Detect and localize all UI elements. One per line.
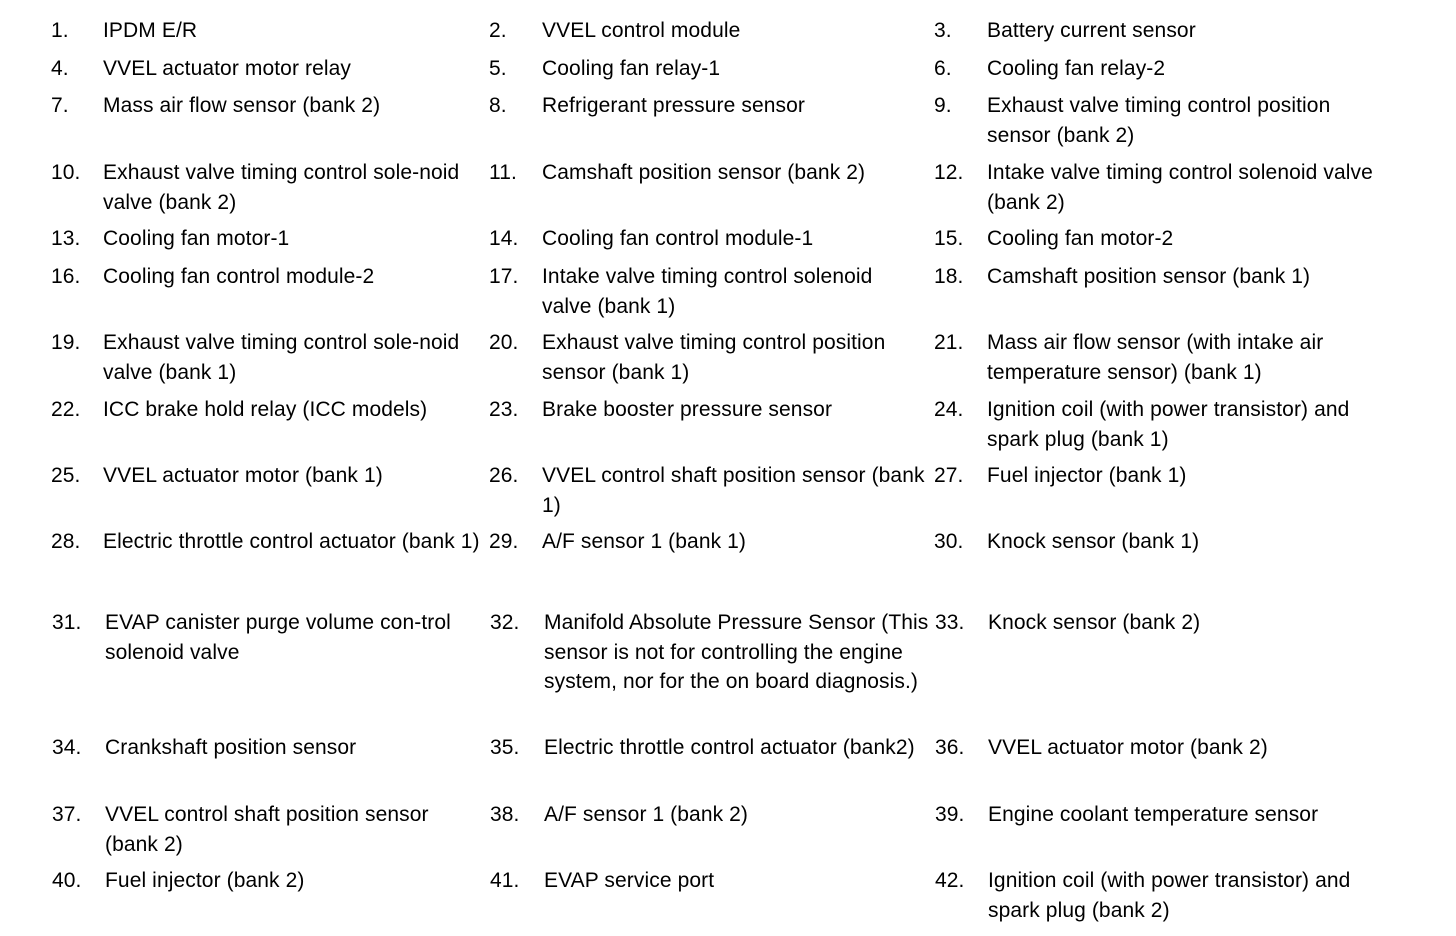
item-number: 42. (935, 869, 965, 892)
item-label: Refrigerant pressure sensor (542, 94, 805, 117)
item-label: Fuel injector (bank 2) (105, 869, 305, 892)
item-number: 33. (935, 611, 965, 634)
item-label: VVEL control shaft position sensor (bank 1) (542, 464, 925, 517)
item-label: Camshaft position sensor (bank 2) (542, 161, 866, 184)
item-number: 16. (51, 265, 81, 288)
item-number: 4. (51, 57, 69, 80)
item-number: 13. (51, 227, 81, 250)
item-label: Battery current sensor (987, 19, 1196, 42)
item-label: Ignition coil (with power transistor) and spark plug (bank 2) (988, 869, 1351, 922)
item-label: Electric throttle control actuator (bank 1) (103, 530, 480, 553)
item-number: 34. (52, 736, 82, 759)
item-number: 31. (52, 611, 82, 634)
item-number: 25. (51, 464, 81, 487)
item-label: Ignition coil (with power transistor) and spark plug (bank 1) (987, 398, 1350, 451)
item-label: ICC brake hold relay (ICC models) (103, 398, 428, 421)
item-label: Exhaust valve timing control position sensor (bank 1) (542, 331, 886, 384)
item-label: EVAP canister purge volume con-trol solenoid valve (105, 611, 451, 664)
item-label: Exhaust valve timing control sole-noid valve (bank 1) (103, 331, 460, 384)
item-number: 38. (490, 803, 520, 826)
item-number: 2. (489, 19, 507, 42)
item-label: VVEL control shaft position sensor (bank 2) (105, 803, 429, 856)
item-number: 21. (934, 331, 964, 354)
item-label: Exhaust valve timing control sole-noid valve (bank 2) (103, 161, 460, 214)
item-label: A/F sensor 1 (bank 1) (542, 530, 747, 553)
item-number: 6. (934, 57, 952, 80)
item-label: A/F sensor 1 (bank 2) (544, 803, 749, 826)
item-label: Cooling fan relay-1 (542, 57, 721, 80)
item-label: Electric throttle control actuator (bank2) (544, 736, 915, 759)
item-label: Mass air flow sensor (with intake air temperature sensor) (bank 1) (987, 331, 1324, 384)
item-number: 36. (935, 736, 965, 759)
item-number: 41. (490, 869, 520, 892)
item-label: Intake valve timing control solenoid valve (bank 2) (987, 161, 1373, 214)
item-number: 28. (51, 530, 81, 553)
item-number: 19. (51, 331, 81, 354)
item-label: Exhaust valve timing control position sensor (bank 2) (987, 94, 1331, 147)
item-number: 30. (934, 530, 964, 553)
item-number: 7. (51, 94, 69, 117)
item-number: 1. (51, 19, 69, 42)
item-number: 23. (489, 398, 519, 421)
item-number: 18. (934, 265, 964, 288)
item-number: 22. (51, 398, 81, 421)
item-number: 10. (51, 161, 81, 184)
item-number: 14. (489, 227, 519, 250)
item-label: IPDM E/R (103, 19, 198, 42)
item-label: Intake valve timing control solenoid valve (bank 1) (542, 265, 873, 318)
item-label: Manifold Absolute Pressure Sensor (This sensor is not for controlling the engine system, nor for the on board diagnosis.) (544, 611, 929, 693)
item-label: Cooling fan relay-2 (987, 57, 1166, 80)
item-number: 20. (489, 331, 519, 354)
item-label: Cooling fan control module-1 (542, 227, 814, 250)
item-number: 39. (935, 803, 965, 826)
item-label: VVEL actuator motor relay (103, 57, 351, 80)
item-number: 32. (490, 611, 520, 634)
item-number: 17. (489, 265, 519, 288)
item-label: VVEL control module (542, 19, 741, 42)
item-number: 26. (489, 464, 519, 487)
item-label: Cooling fan control module-2 (103, 265, 375, 288)
item-label: Brake booster pressure sensor (542, 398, 833, 421)
item-label: Mass air flow sensor (bank 2) (103, 94, 381, 117)
item-label: Cooling fan motor-2 (987, 227, 1174, 250)
item-number: 37. (52, 803, 82, 826)
item-number: 29. (489, 530, 519, 553)
item-number: 9. (934, 94, 952, 117)
item-number: 5. (489, 57, 507, 80)
item-label: VVEL actuator motor (bank 1) (103, 464, 383, 487)
item-label: Engine coolant temperature sensor (988, 803, 1319, 826)
item-number: 24. (934, 398, 964, 421)
item-label: VVEL actuator motor (bank 2) (988, 736, 1268, 759)
item-label: Crankshaft position sensor (105, 736, 357, 759)
item-label: Camshaft position sensor (bank 1) (987, 265, 1311, 288)
item-label: Knock sensor (bank 1) (987, 530, 1200, 553)
item-label: Knock sensor (bank 2) (988, 611, 1201, 634)
item-number: 12. (934, 161, 964, 184)
item-number: 11. (489, 161, 517, 184)
item-number: 15. (934, 227, 964, 250)
item-label: EVAP service port (544, 869, 715, 892)
item-label: Fuel injector (bank 1) (987, 464, 1187, 487)
item-number: 3. (934, 19, 952, 42)
item-number: 27. (934, 464, 964, 487)
item-number: 35. (490, 736, 520, 759)
item-number: 8. (489, 94, 507, 117)
item-label: Cooling fan motor-1 (103, 227, 290, 250)
item-number: 40. (52, 869, 82, 892)
